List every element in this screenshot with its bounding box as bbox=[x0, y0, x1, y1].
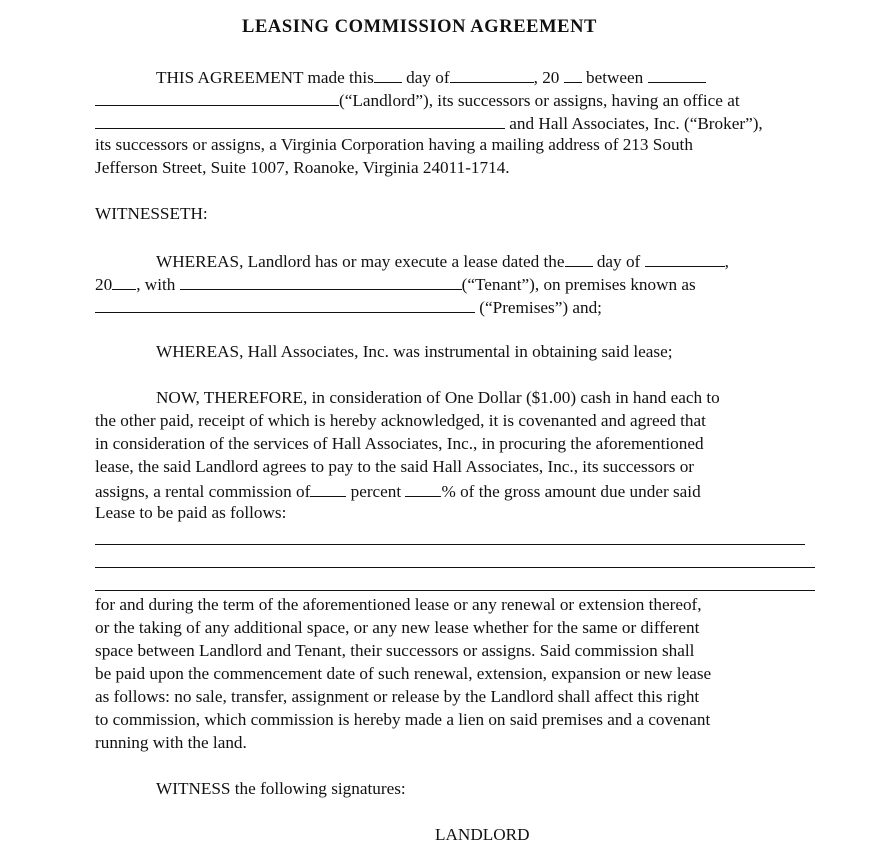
whereas-text: (“Tenant”), on premises known as bbox=[461, 275, 696, 294]
landlord-name-blank-2[interactable] bbox=[95, 89, 339, 106]
now-line-4: lease, the said Landlord agrees to pay to the said Hall Associates, Inc., its successors or bbox=[95, 457, 695, 476]
commission-words-blank[interactable] bbox=[310, 480, 346, 497]
intro-text: and Hall Associates, Inc. (“Broker”), bbox=[509, 114, 763, 133]
now-text: assigns, a rental commission of bbox=[95, 482, 311, 501]
whereas1-line-2 bbox=[95, 273, 696, 295]
tenant-name-blank[interactable] bbox=[180, 273, 462, 290]
term-line-2: or the taking of any additional space, or any new lease whether for the same or different bbox=[95, 618, 700, 637]
lease-year-blank[interactable] bbox=[112, 273, 136, 290]
payment-terms-line-1[interactable] bbox=[95, 544, 805, 545]
term-line-1: for and during the term of the aforementioned lease or any renewal or extension thereof, bbox=[95, 595, 702, 614]
term-line-6: to commission, which commission is hereby made a lien on said premises and a covenant bbox=[95, 710, 711, 729]
whereas-text: 20 bbox=[95, 275, 113, 294]
whereas-text: WHEREAS, Landlord has or may execute a lease dated the bbox=[156, 252, 565, 271]
intro-text: day of bbox=[406, 68, 450, 87]
month-blank[interactable] bbox=[450, 66, 534, 83]
term-line-4: be paid upon the commencement date of such renewal, extension, expansion or new lease bbox=[95, 664, 712, 683]
whereas2-line: WHEREAS, Hall Associates, Inc. was instrumental in obtaining said lease; bbox=[156, 342, 673, 361]
witness-line: WITNESS the following signatures: bbox=[156, 779, 406, 798]
whereas-text: (“Premises”) and; bbox=[479, 298, 602, 317]
intro-text: , 20 bbox=[533, 68, 560, 87]
now-line-6: Lease to be paid as follows: bbox=[95, 503, 287, 522]
now-text: % of the gross amount due under said bbox=[441, 482, 701, 501]
intro-line-2 bbox=[95, 89, 740, 111]
payment-terms-line-2[interactable] bbox=[95, 567, 815, 568]
lease-month-blank[interactable] bbox=[645, 250, 725, 267]
term-line-3: space between Landlord and Tenant, their successors or assigns. Said commission shall bbox=[95, 641, 695, 660]
term-line-5: as follows: no sale, transfer, assignment or release by the Landlord shall affect this right bbox=[95, 687, 700, 706]
now-line-2: the other paid, receipt of which is hereby acknowledged, it is covenanted and agreed that bbox=[95, 411, 706, 430]
now-line-3: in consideration of the services of Hall Associates, Inc., in procuring the aforementioned bbox=[95, 434, 704, 453]
landlord-address-blank[interactable] bbox=[95, 112, 505, 129]
whereas1-line-1 bbox=[156, 250, 729, 272]
landlord-signature-label: LANDLORD bbox=[435, 825, 530, 844]
year-blank[interactable] bbox=[564, 66, 582, 83]
now-text: percent bbox=[350, 482, 402, 501]
day-blank[interactable] bbox=[374, 66, 402, 83]
whereas1-line-3 bbox=[95, 296, 602, 318]
intro-line-3 bbox=[95, 112, 763, 134]
intro-line-4: its successors or assigns, a Virginia Corporation having a mailing address of 213 South bbox=[95, 135, 693, 154]
intro-line-1 bbox=[156, 66, 706, 88]
lease-day-blank[interactable] bbox=[565, 250, 593, 267]
whereas-text: day of bbox=[596, 252, 641, 271]
landlord-name-blank[interactable] bbox=[648, 66, 706, 83]
premises-blank[interactable] bbox=[95, 296, 475, 313]
intro-text: THIS AGREEMENT made this bbox=[156, 68, 374, 87]
now-line-5 bbox=[95, 480, 701, 502]
term-line-7: running with the land. bbox=[95, 733, 247, 752]
now-line-1: NOW, THEREFORE, in consideration of One Dollar ($1.00) cash in hand each to bbox=[156, 388, 720, 407]
payment-terms-line-3[interactable] bbox=[95, 590, 815, 591]
intro-text: (“Landlord”), its successors or assigns, having an office at bbox=[339, 91, 740, 110]
whereas-text: , bbox=[724, 252, 729, 271]
document-title: LEASING COMMISSION AGREEMENT bbox=[242, 17, 597, 37]
intro-line-5: Jefferson Street, Suite 1007, Roanoke, Virginia 24011-1714. bbox=[95, 158, 510, 177]
commission-percent-blank[interactable] bbox=[405, 480, 441, 497]
witnesseth-heading: WITNESSETH: bbox=[95, 204, 208, 223]
intro-text: between bbox=[585, 68, 644, 87]
whereas-text: , with bbox=[136, 275, 176, 294]
